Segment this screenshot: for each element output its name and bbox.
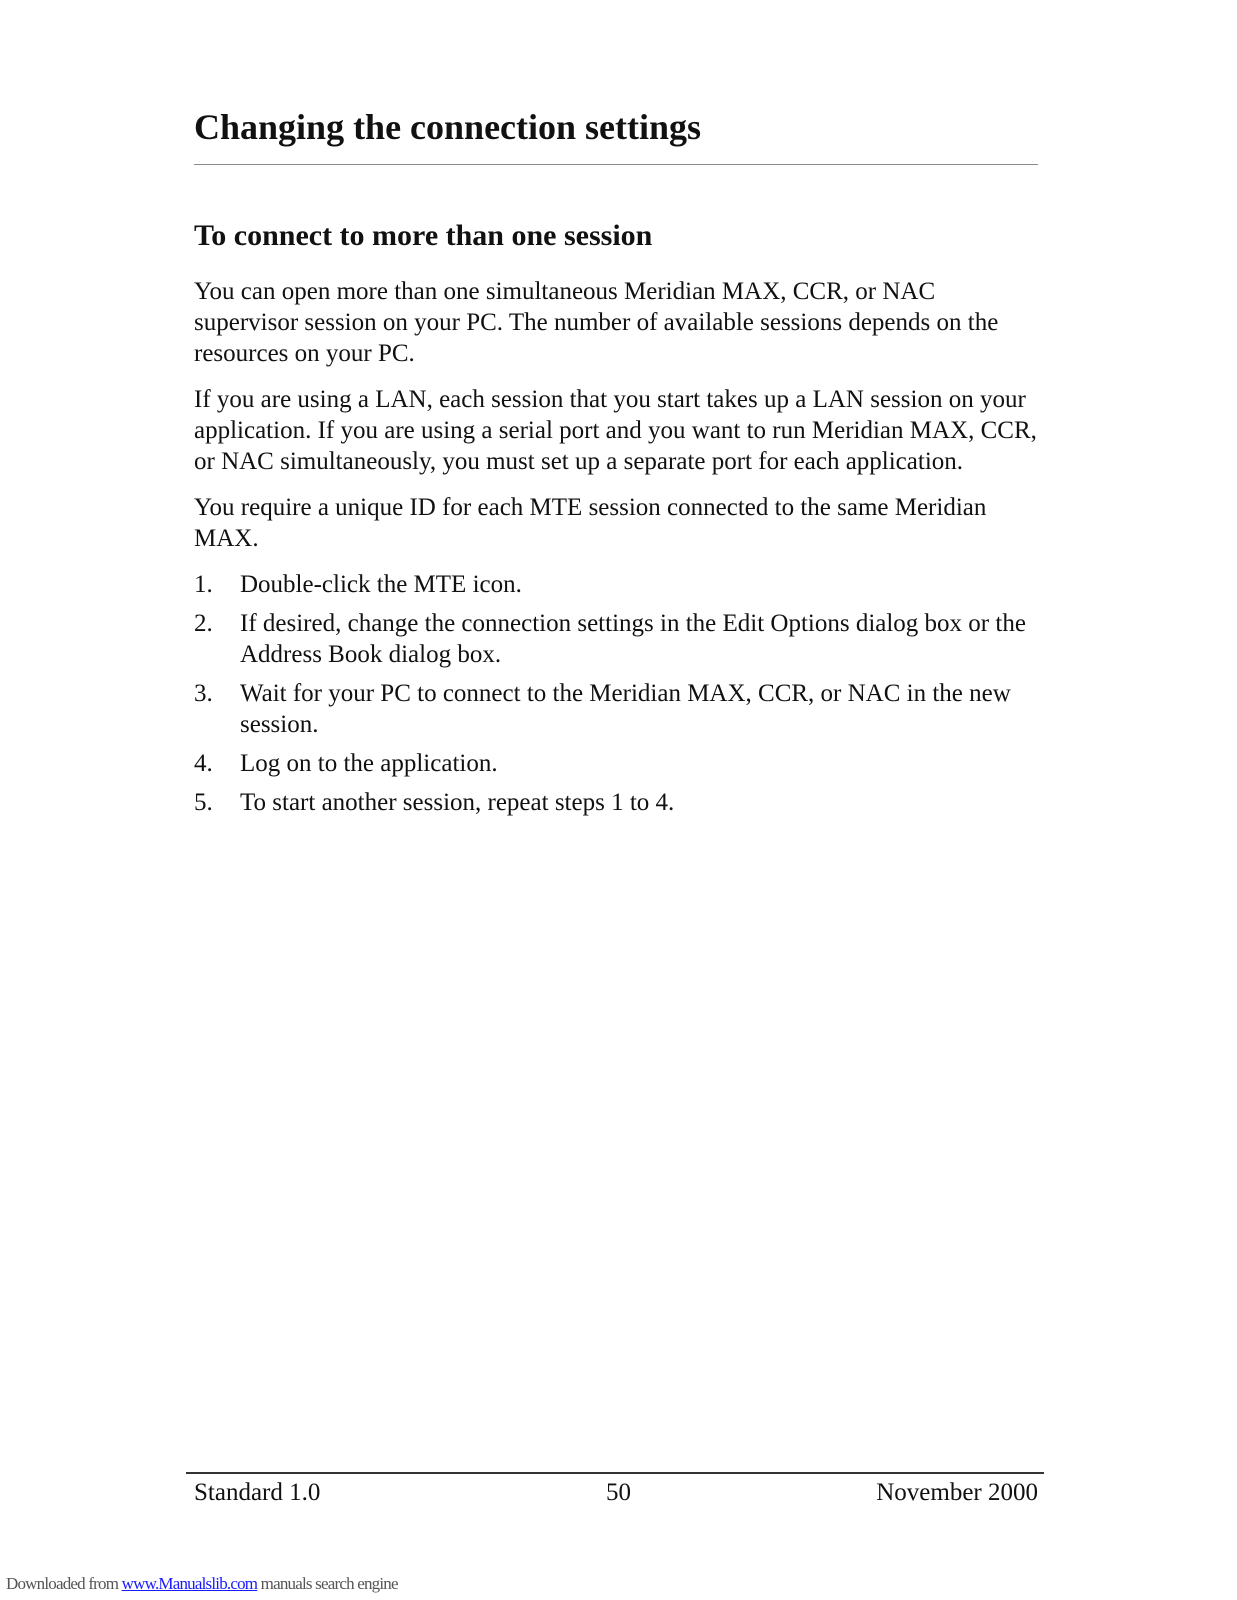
step-number: 5. xyxy=(194,789,213,816)
download-suffix: manuals search engine xyxy=(257,1574,398,1593)
download-prefix: Downloaded from xyxy=(6,1574,122,1593)
paragraph: You can open more than one simultaneous Meridian MAX, CCR, or NAC supervisor session on your PC. The number of available sessions depends on the resources on your PC. xyxy=(194,278,999,367)
step-item xyxy=(194,678,1038,740)
download-note xyxy=(6,1574,398,1594)
step-text: Double-click the MTE icon. xyxy=(240,571,522,598)
paragraph: You require a unique ID for each MTE session connected to the same Meridian MAX. xyxy=(194,494,987,552)
section-body xyxy=(194,276,1038,826)
step-item xyxy=(194,787,1038,818)
title-divider xyxy=(194,164,1038,165)
step-text: If desired, change the connection settings in the Edit Options dialog box or the Address Book dialog box. xyxy=(240,610,1026,668)
step-number: 2. xyxy=(194,610,213,637)
step-text: Wait for your PC to connect to the Meridian MAX, CCR, or NAC in the new session. xyxy=(240,680,1011,738)
manualslib-link[interactable]: www.Manualslib.com xyxy=(121,1574,258,1593)
step-item xyxy=(194,569,1038,600)
footer-date: November 2000 xyxy=(876,1479,1038,1506)
step-item xyxy=(194,748,1038,779)
step-number: 1. xyxy=(194,571,213,598)
paragraph: If you are using a LAN, each session that you start takes up a LAN session on your application. If you are using a serial port and you want to run Meridian MAX, CCR, or NAC simultaneously, you must set up a separate port for each application. xyxy=(194,386,1037,475)
step-number: 3. xyxy=(194,680,213,707)
step-text: To start another session, repeat steps 1 to 4. xyxy=(240,789,675,816)
page-title: Changing the connection settings xyxy=(194,107,702,147)
footer-divider xyxy=(186,1472,1044,1474)
step-text: Log on to the application. xyxy=(240,750,498,777)
footer-standard: Standard 1.0 xyxy=(194,1479,321,1506)
step-number: 4. xyxy=(194,750,213,777)
step-item xyxy=(194,608,1038,670)
section-heading: To connect to more than one session xyxy=(194,219,653,252)
steps-list xyxy=(194,569,1038,818)
page-number: 50 xyxy=(606,1479,631,1506)
